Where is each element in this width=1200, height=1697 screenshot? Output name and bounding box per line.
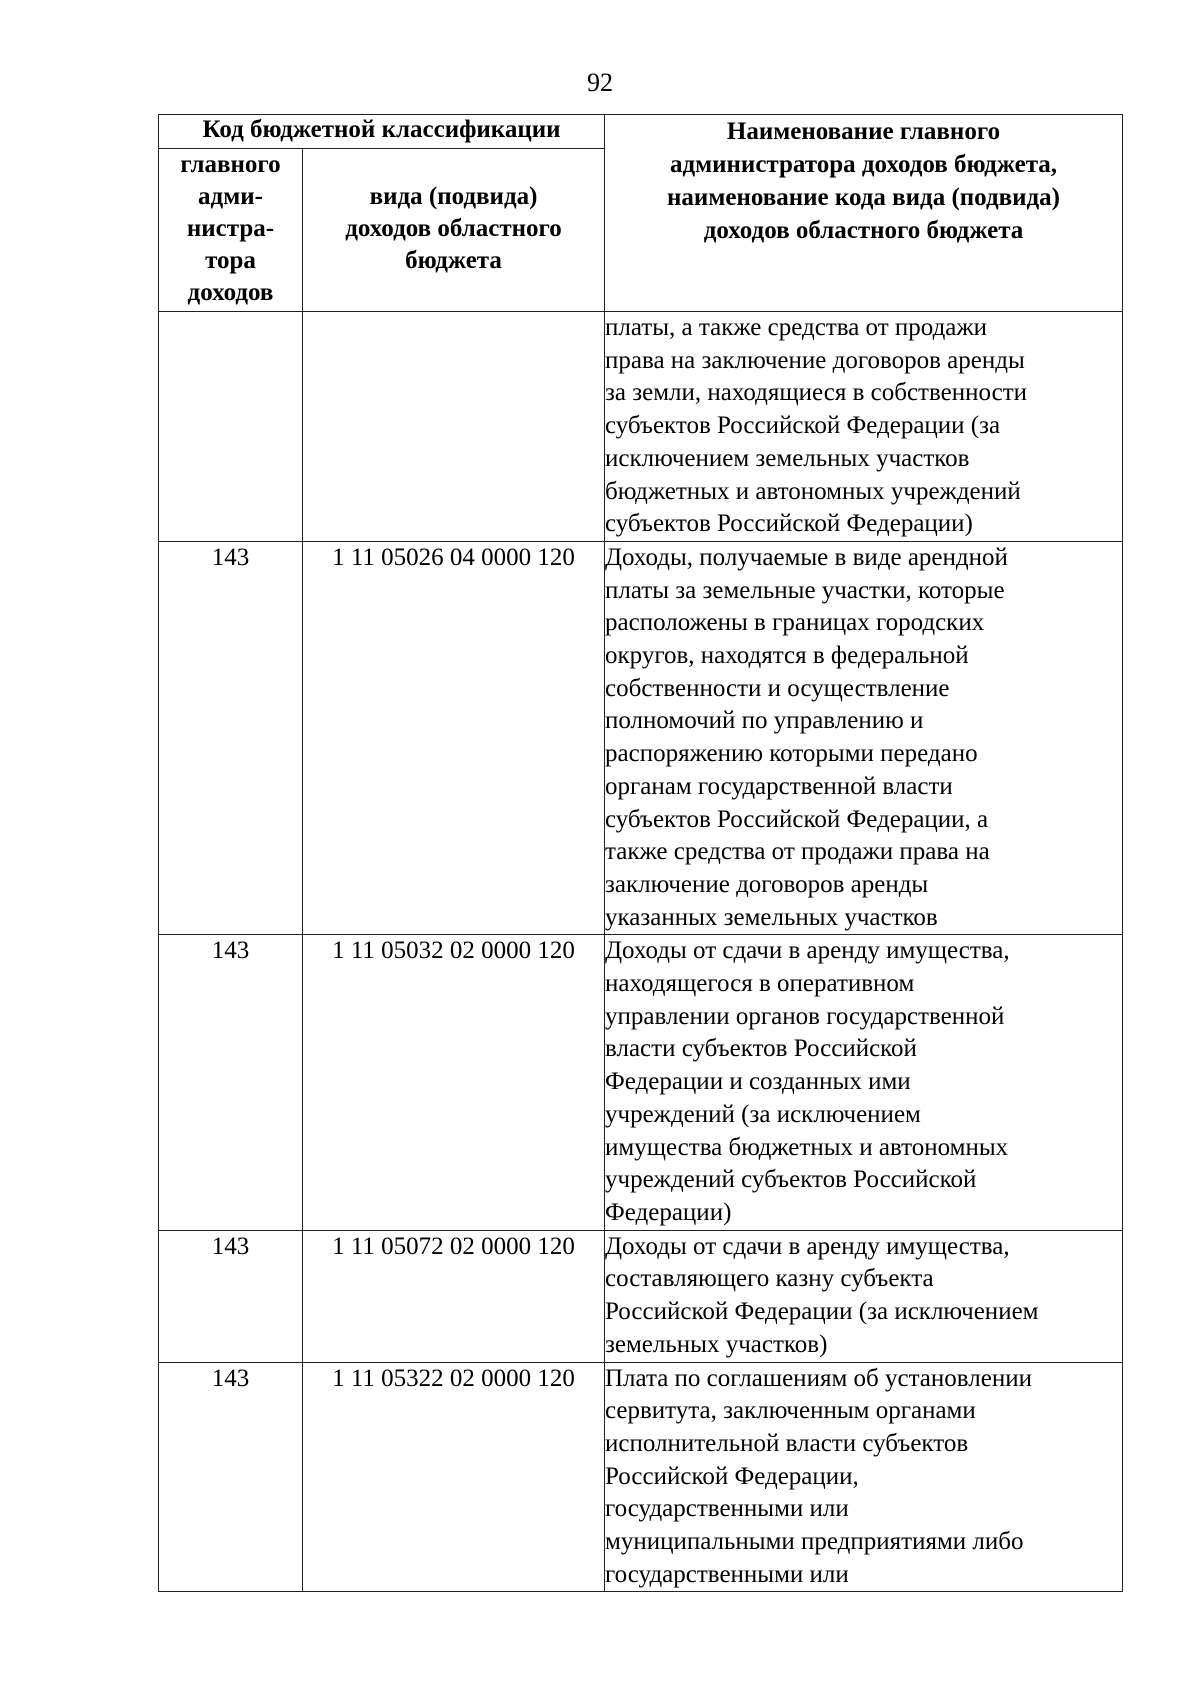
table-row <box>159 935 1123 1230</box>
description-cell <box>605 312 1123 542</box>
description-line: имущества бюджетных и автономных <box>605 1133 1009 1161</box>
description-line: Федерации и созданных ими <box>605 1068 911 1096</box>
description-line: составляющего казну субъекта <box>605 1265 934 1293</box>
description-line: собственности и осуществление <box>605 674 950 702</box>
table-body <box>159 312 1123 1592</box>
description-line: органам государственной власти <box>605 772 953 800</box>
description-line: платы за земельные участки, которые <box>605 576 1005 604</box>
admin-code-cell: 143 <box>159 1230 303 1362</box>
description-line: субъектов Российской Федерации) <box>605 510 973 538</box>
description-line: сервитута, заключенным органами <box>605 1397 976 1425</box>
description-line: также средства от продажи права на <box>605 838 990 866</box>
admin-code-cell: 143 <box>159 1362 303 1592</box>
admin-code-cell <box>159 312 303 542</box>
admin-code-cell: 143 <box>159 541 303 934</box>
description-line: распоряжению которыми передано <box>605 740 978 768</box>
description-line: за земли, находящиеся в собственности <box>605 379 1028 407</box>
table-row <box>159 541 1123 934</box>
description-cell <box>605 1362 1123 1592</box>
header-admin-line: нистра- <box>186 215 275 242</box>
description-line: управлении органов государственной <box>605 1002 1005 1030</box>
description-line: Доходы от сдачи в аренду имущества, <box>605 1232 1010 1260</box>
description-line: находящегося в оперативном <box>605 970 915 998</box>
description-line: субъектов Российской Федерации (за <box>605 412 1001 440</box>
description-line: Российской Федерации (за исключением <box>605 1298 1039 1326</box>
description-line: государственными или <box>605 1560 849 1588</box>
header-budget-code-group: Код бюджетной классификации <box>159 115 605 149</box>
description-line: полномочий по управлению и <box>605 707 924 735</box>
description-line: расположены в границах городских <box>605 609 985 637</box>
income-code-cell: 1 11 05026 04 0000 120 <box>303 541 605 934</box>
header-admin-line: доходов <box>187 279 274 306</box>
budget-classification-table <box>158 114 1123 1592</box>
header-kind-line: бюджета <box>405 247 502 274</box>
description-line: бюджетных и автономных учреждений <box>605 477 1021 505</box>
description-line: власти субъектов Российской <box>605 1035 917 1063</box>
description-line: муниципальными предприятиями либо <box>605 1528 1024 1556</box>
admin-code-cell: 143 <box>159 935 303 1230</box>
header-name-line: доходов областного бюджета <box>703 217 1024 244</box>
header-name-line: наименование кода вида (подвида) <box>667 184 1060 211</box>
header-name-line: администратора доходов бюджета, <box>669 151 1058 178</box>
header-name-line: Наименование главного <box>726 118 1001 145</box>
description-line: платы, а также средства от продажи <box>605 314 988 341</box>
description-line: исключением земельных участков <box>605 444 970 472</box>
description-line: Российской Федерации, <box>605 1462 859 1490</box>
header-kind-line: вида (подвида) <box>369 183 538 210</box>
description-line: Доходы от сдачи в аренду имущества, <box>605 937 1010 965</box>
header-admin-column <box>159 149 303 312</box>
description-line: исполнительной власти субъектов <box>605 1429 969 1457</box>
description-cell <box>605 541 1123 934</box>
description-line: Плата по соглашениям об установлении <box>605 1364 1032 1392</box>
table-row <box>159 1230 1123 1362</box>
header-admin-line: тора <box>205 247 256 274</box>
header-admin-line: главного <box>180 151 281 178</box>
income-code-cell: 1 11 05032 02 0000 120 <box>303 935 605 1230</box>
header-admin-line: адми- <box>198 183 263 210</box>
description-line: Федерации) <box>605 1198 732 1226</box>
income-code-cell <box>303 312 605 542</box>
description-cell <box>605 1230 1123 1362</box>
description-line: указанных земельных участков <box>605 903 938 931</box>
income-code-cell: 1 11 05072 02 0000 120 <box>303 1230 605 1362</box>
table-row <box>159 1362 1123 1592</box>
description-cell <box>605 935 1123 1230</box>
header-name-column <box>605 115 1123 312</box>
description-line: земельных участков) <box>605 1330 828 1358</box>
description-line: заключение договоров аренды <box>605 870 929 898</box>
page-number: 92 <box>587 68 613 97</box>
description-line: права на заключение договоров аренды <box>605 346 1025 374</box>
description-line: округов, находятся в федеральной <box>605 642 969 670</box>
description-line: учреждений субъектов Российской <box>605 1166 977 1194</box>
description-line: субъектов Российской Федерации, а <box>605 805 989 833</box>
header-kind-line: доходов областного <box>345 215 562 242</box>
table-row <box>159 312 1123 542</box>
description-line: Доходы, получаемые в виде арендной <box>605 543 1008 571</box>
description-line: государственными или <box>605 1495 849 1523</box>
income-code-cell: 1 11 05322 02 0000 120 <box>303 1362 605 1592</box>
header-kind-column <box>303 149 605 312</box>
description-line: учреждений (за исключением <box>605 1100 921 1128</box>
